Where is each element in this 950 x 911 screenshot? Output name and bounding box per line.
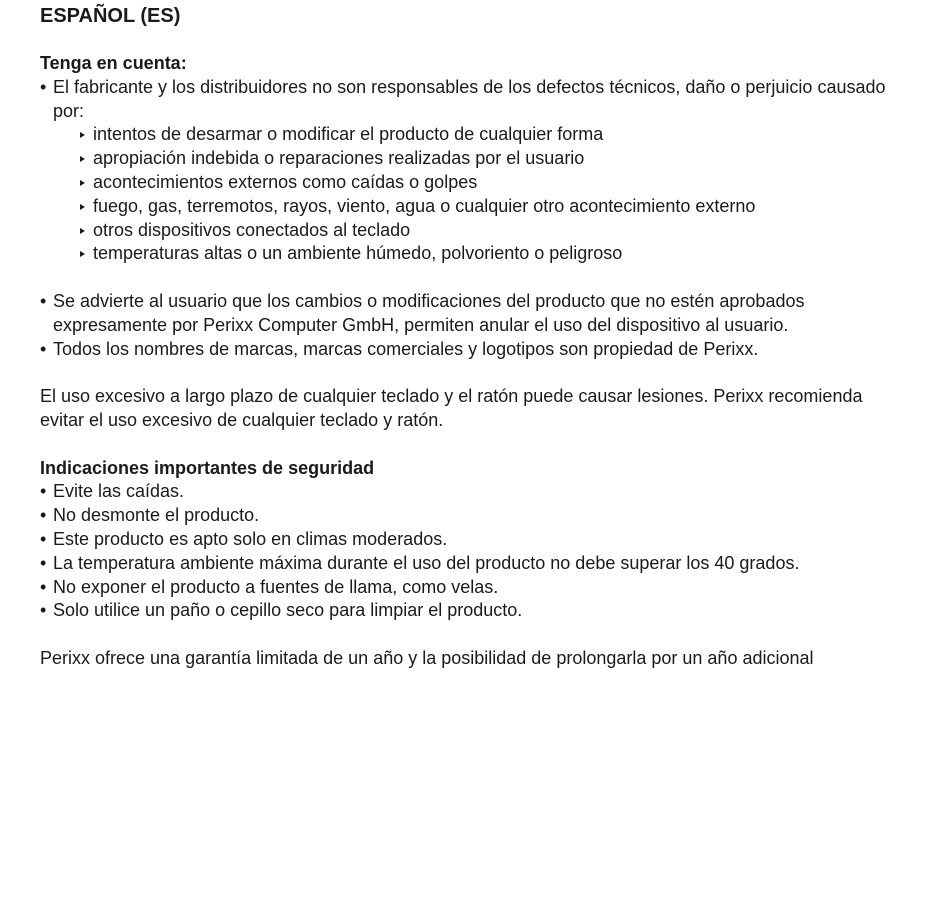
cause-item: acontecimientos externos como caídas o golpes xyxy=(80,171,910,195)
cause-item: otros dispositivos conectados al teclado xyxy=(80,219,910,243)
cause-item: intentos de desarmar o modificar el producto de cualquier forma xyxy=(80,123,910,147)
causes-list xyxy=(53,123,910,266)
safety-item: • No desmonte el producto. xyxy=(40,504,910,528)
notice-heading: Tenga en cuenta: xyxy=(40,53,187,73)
notice-item xyxy=(40,76,910,266)
cause-item: apropiación indebida o reparaciones realizadas por el usuario xyxy=(80,147,910,171)
safety-item: • Evite las caídas. xyxy=(40,480,910,504)
safety-item: • Este producto es apto solo en climas moderados. xyxy=(40,528,910,552)
notice-item: • Se advierte al usuario que los cambios o modificaciones del producto que no estén aprobados expresamente por Perixx Computer GmbH, permiten anular el uso del dispositivo al usuario. xyxy=(40,290,910,338)
cause-item: fuego, gas, terremotos, rayos, viento, agua o cualquier otro acontecimiento externo xyxy=(80,195,910,219)
safety-item: • Solo utilice un paño o cepillo seco para limpiar el producto. xyxy=(40,599,910,623)
cause-item: temperaturas altas o un ambiente húmedo, polvoriento o peligroso xyxy=(80,242,910,266)
safety-item: • No exponer el producto a fuentes de llama, como velas. xyxy=(40,576,910,600)
notice-item-text: El fabricante y los distribuidores no son responsables de los defectos técnicos, daño o perjuicio causado por: xyxy=(53,76,886,121)
notice-list xyxy=(40,76,910,266)
document-page xyxy=(40,4,910,671)
safety-list xyxy=(40,480,910,623)
notice-item: • Todos los nombres de marcas, marcas comerciales y logotipos son propiedad de Perixx. xyxy=(40,338,910,362)
usage-warning: El uso excesivo a largo plazo de cualquier teclado y el ratón puede causar lesiones. Perixx recomienda evitar el uso excesivo de cualquier teclado y ratón. xyxy=(40,386,863,430)
notice-list-continued xyxy=(40,290,910,361)
safety-heading: Indicaciones importantes de seguridad xyxy=(40,457,375,478)
safety-item: • La temperatura ambiente máxima durante el uso del producto no debe superar los 40 grados. xyxy=(40,552,910,576)
warranty-text: Perixx ofrece una garantía limitada de un año y la posibilidad de prolongarla por un año adicional xyxy=(40,647,814,668)
page-title: ESPAÑOL (ES) xyxy=(40,5,181,27)
